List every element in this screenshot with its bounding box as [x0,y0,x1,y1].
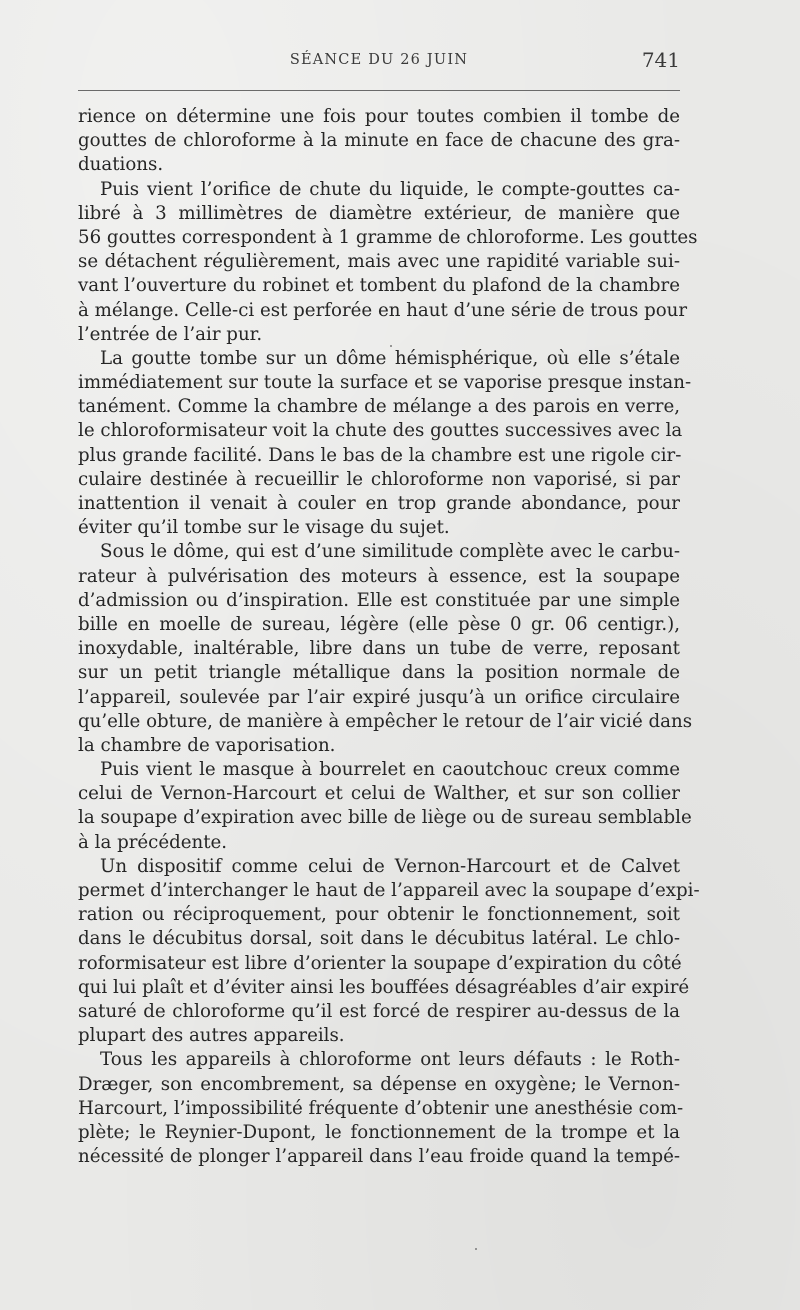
text-line: rateur à pulvérisation des moteurs à essence, est la soupape [78,565,680,587]
text-line: culaire destinée à recueillir le chloroforme non vaporisé, si par [78,468,680,490]
text-line: à mélange. Celle-ci est perforée en haut d’une série de trous pour [78,299,688,321]
text-line: tanément. Comme la chambre de mélange a des parois en verre, [78,396,680,418]
body-text [78,105,700,1169]
text-line: immédiatement sur toute la surface et se vaporise presque instan- [78,372,692,394]
text-line: libré à 3 millimètres de diamètre extérieur, de manière que [78,202,680,224]
text-line: 56 gouttes correspondent à 1 gramme de chloroforme. Les gouttes [78,226,698,248]
text-line: plus grande facilité. Dans le bas de la chambre est une rigole cir- [78,444,682,466]
text-line: saturé de chloroforme qu’il est forcé de respirer au-dessus de la [78,1000,680,1022]
text-line: éviter qu’il tombe sur le visage du sujet. [78,517,450,539]
text-line: inoxydable, inaltérable, libre dans un tube de verre, reposant [78,638,680,660]
text-line: l’entrée de l’air pur. [78,323,263,345]
text-line: La goutte tombe sur un dôme hémisphérique, où elle s’étale [100,347,680,369]
text-line: à la précédente. [78,831,228,853]
text-line: le chloroformisateur voit la chute des gouttes successives avec la [78,420,683,442]
text-line: Un dispositif comme celui de Vernon-Harcourt et de Calvet [100,855,680,877]
page-number: 741 [641,48,680,72]
text-line: d’admission ou d’inspiration. Elle est constituée par une simple [78,589,680,611]
text-line: l’appareil, soulevée par l’air expiré jusqu’à un orifice circulaire [78,686,680,708]
text-line: qui lui plaît et d’éviter ainsi les bouffées désagréables d’air expiré [78,976,690,998]
text-line: qu’elle obture, de manière à empêcher le retour de l’air vicié dans [78,710,693,732]
text-line: Puis vient l’orifice de chute du liquide, le compte-gouttes ca- [100,178,680,200]
text-line: duations. [78,154,164,176]
text-line: se détachent régulièrement, mais avec une rapidité variable sui- [78,251,680,273]
text-line: gouttes de chloroforme à la minute en face de chacune des gra- [78,130,680,152]
text-line: Dræger, son encombrement, sa dépense en oxygène; le Vernon- [78,1073,680,1095]
page-header [78,48,680,78]
text-line: dans le décubitus dorsal, soit dans le décubitus latéral. Le chlo- [78,928,680,950]
text-line: Sous le dôme, qui est d’une similitude complète avec le carbu- [100,541,680,563]
text-line: la soupape d’expiration avec bille de liège ou de sureau semblable [78,807,692,829]
header-rule [78,90,680,91]
running-title: SÉANCE DU 26 JUIN [289,52,469,68]
text-line: roformisateur est libre d’orienter la soupape d’expiration du côté [78,952,682,974]
text-line: celui de Vernon-Harcourt et celui de Walther, et sur son collier [78,783,680,805]
text-line: bille en moelle de sureau, légère (elle pèse 0 gr. 06 centigr.), [78,613,680,635]
text-line: rience on détermine une fois pour toutes combien il tombe de [78,106,680,127]
text-line: plupart des autres appareils. [78,1025,345,1047]
text-line: Harcourt, l’impossibilité fréquente d’obtenir une anesthésie com- [78,1097,684,1119]
text-line: Puis vient le masque à bourrelet en caoutchouc creux comme [100,759,680,781]
text-line: nécessité de plonger l’appareil dans l’eau froide quand la tempé- [78,1146,680,1168]
print-speck [390,345,392,347]
text-line: ration ou réciproquement, pour obtenir le fonctionnement, soit [78,904,680,926]
text-line: vant l’ouverture du robinet et tombent du plafond de la chambre [78,275,680,297]
text-line: sur un petit triangle métallique dans la position normale de [78,662,680,684]
text-line: plète; le Reynier-Dupont, le fonctionnement de la trompe et la [78,1121,680,1143]
text-line: inattention il venait à couler en trop grande abondance, pour [78,493,680,514]
text-line: Tous les appareils à chloroforme ont leurs défauts : le Roth- [100,1049,680,1071]
print-speck [475,1248,477,1250]
text-line: la chambre de vaporisation. [78,734,336,756]
text-line: permet d’interchanger le haut de l’appareil avec la soupape d’expi- [78,880,700,901]
